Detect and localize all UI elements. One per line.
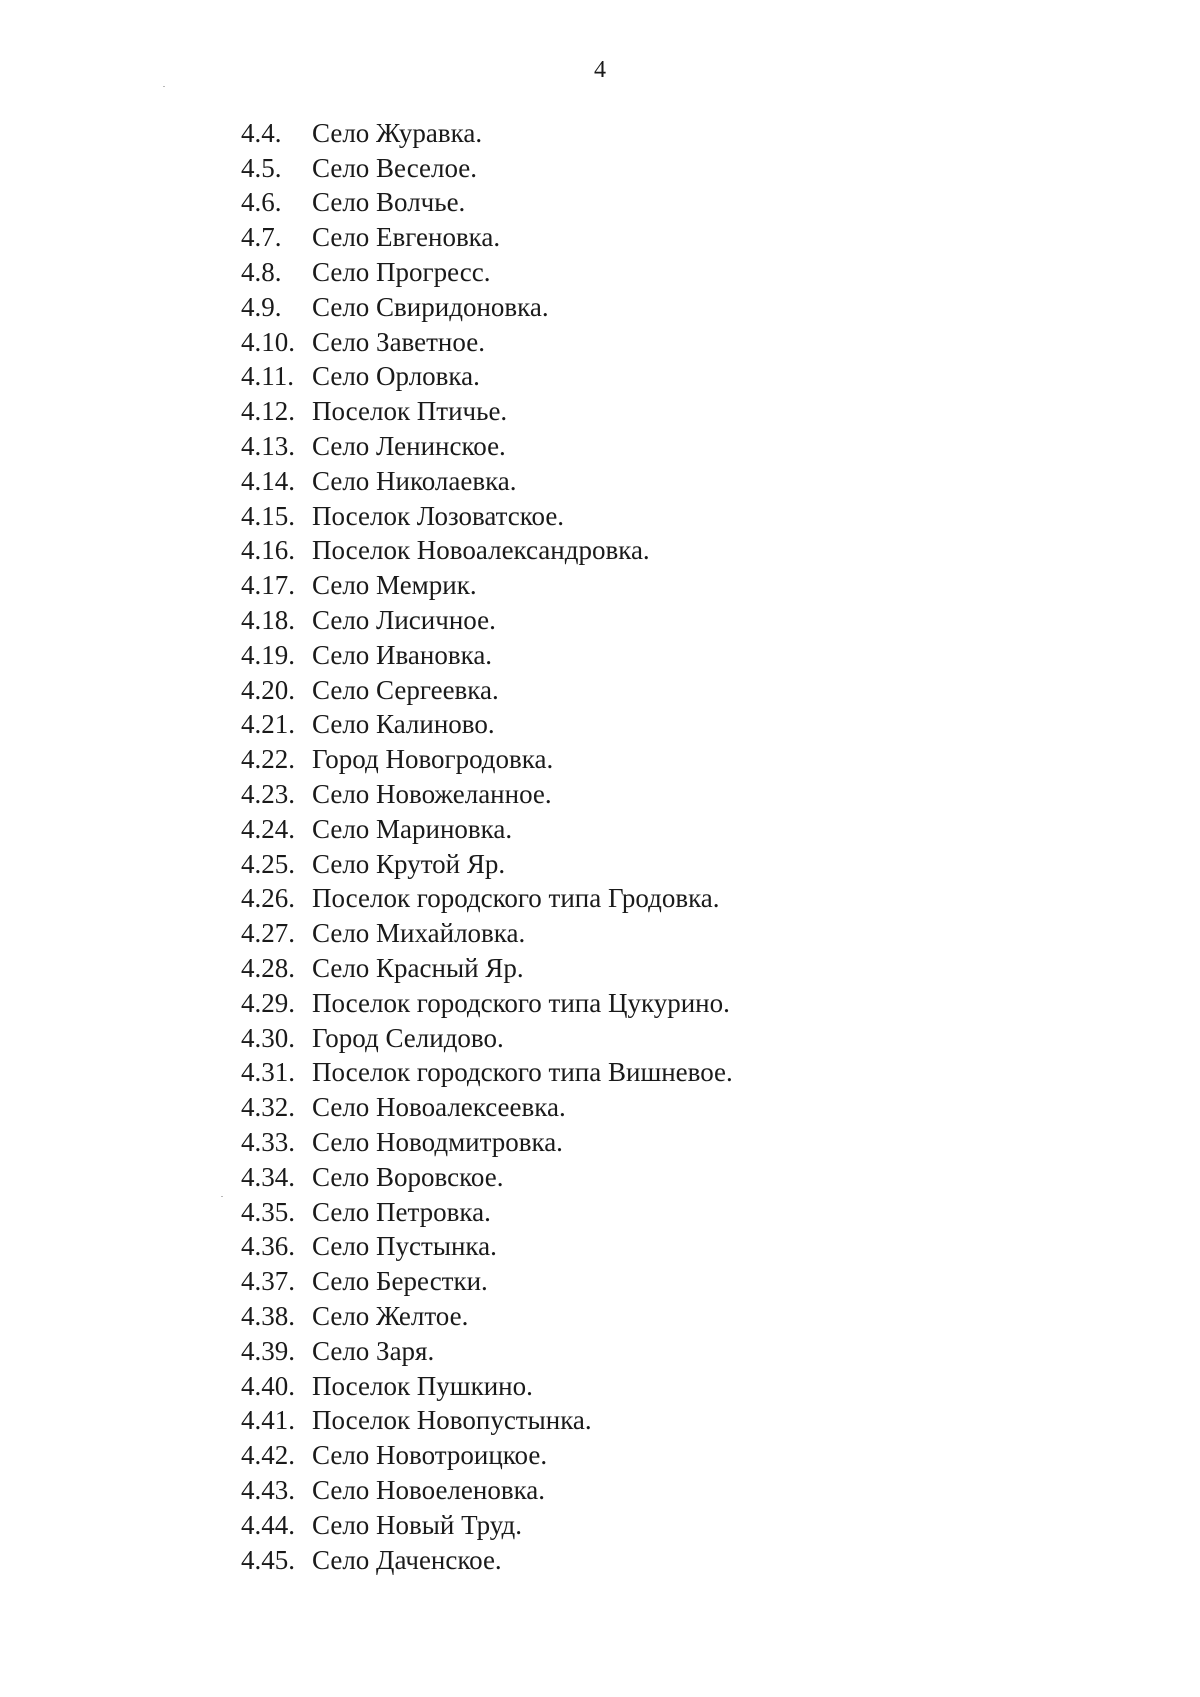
item-number: 4.37. bbox=[241, 1266, 295, 1297]
list-item bbox=[241, 1369, 733, 1404]
item-number: 4.39. bbox=[241, 1335, 295, 1366]
item-text: Поселок Пушкино. bbox=[312, 1370, 533, 1401]
item-text: Село Николаевка. bbox=[312, 465, 517, 496]
item-text: Село Сергеевка. bbox=[312, 674, 499, 705]
list-item bbox=[241, 986, 733, 1021]
item-text: Село Орловка. bbox=[312, 361, 480, 392]
page-number: 4 bbox=[594, 57, 606, 83]
list-item bbox=[241, 1543, 733, 1578]
item-text: Село Мемрик. bbox=[312, 570, 477, 601]
item-text: Село Веселое. bbox=[312, 152, 478, 183]
item-number: 4.21. bbox=[241, 709, 295, 740]
list-item bbox=[241, 360, 733, 395]
list-item bbox=[241, 916, 733, 951]
list-item bbox=[241, 1299, 733, 1334]
list-item bbox=[241, 1160, 733, 1195]
item-number: 4.14. bbox=[241, 465, 295, 496]
item-number: 4.10. bbox=[241, 326, 295, 357]
item-number: 4.29. bbox=[241, 987, 295, 1018]
item-text: Село Красный Яр. bbox=[312, 953, 524, 984]
item-number: 4.19. bbox=[241, 639, 295, 670]
list-item bbox=[241, 882, 733, 917]
scan-speck bbox=[163, 86, 165, 87]
item-number: 4.36. bbox=[241, 1231, 295, 1262]
item-text: Село Прогресс. bbox=[312, 257, 491, 288]
item-number: 4.31. bbox=[241, 1057, 295, 1088]
item-text: Село Новотроицкое. bbox=[312, 1440, 548, 1471]
list-item bbox=[241, 429, 733, 464]
item-number: 4.11. bbox=[241, 361, 294, 392]
item-number: 4.35. bbox=[241, 1196, 295, 1227]
list-item bbox=[241, 464, 733, 499]
item-number: 4.24. bbox=[241, 813, 295, 844]
item-text: Село Ленинское. bbox=[312, 431, 506, 462]
list-item bbox=[241, 1056, 733, 1091]
item-number: 4.22. bbox=[241, 744, 295, 775]
item-number: 4.8. bbox=[241, 257, 282, 288]
list-item bbox=[241, 777, 733, 812]
item-text: Село Свиридоновка. bbox=[312, 291, 549, 322]
item-text: Село Новодмитровка. bbox=[312, 1127, 563, 1157]
list-item bbox=[241, 1125, 733, 1160]
item-number: 4.20. bbox=[241, 674, 295, 705]
item-number: 4.18. bbox=[241, 605, 295, 636]
item-text: Поселок Лозоватское. bbox=[312, 500, 565, 531]
item-text: Село Воровское. bbox=[312, 1161, 504, 1192]
list-item bbox=[241, 499, 733, 534]
list-item bbox=[241, 951, 733, 986]
list-item bbox=[241, 1403, 733, 1438]
item-text: Город Новогродовка. bbox=[312, 744, 554, 775]
item-number: 4.44. bbox=[241, 1509, 295, 1540]
item-text: Город Селидово. bbox=[312, 1022, 504, 1053]
item-text: Село Новый Труд. bbox=[312, 1509, 523, 1540]
list-item bbox=[241, 186, 733, 221]
item-text: Село Ивановка. bbox=[312, 639, 493, 670]
list-item bbox=[241, 1090, 733, 1125]
scan-speck bbox=[221, 1196, 223, 1197]
list-item bbox=[241, 1334, 733, 1369]
settlement-list bbox=[241, 116, 733, 1577]
list-item bbox=[241, 568, 733, 603]
item-text: Поселок городского типа Гродовка. bbox=[312, 883, 720, 914]
item-number: 4.13. bbox=[241, 431, 295, 462]
item-number: 4.30. bbox=[241, 1022, 295, 1053]
item-text: Поселок Новоалександровка. bbox=[312, 535, 650, 566]
item-number: 4.4. bbox=[241, 117, 282, 148]
list-item bbox=[241, 220, 733, 255]
item-text: Село Заветное. bbox=[312, 326, 485, 357]
item-number: 4.17. bbox=[241, 570, 295, 601]
list-item bbox=[241, 1021, 733, 1056]
item-text: Село Желтое. bbox=[312, 1300, 469, 1331]
item-number: 4.45. bbox=[241, 1544, 295, 1575]
item-text: Поселок городского типа Вишневое. bbox=[312, 1057, 733, 1088]
item-number: 4.38. bbox=[241, 1300, 295, 1331]
item-number: 4.33. bbox=[241, 1127, 295, 1157]
list-item bbox=[241, 151, 733, 186]
item-number: 4.15. bbox=[241, 500, 295, 531]
list-item bbox=[241, 116, 733, 151]
list-item bbox=[241, 812, 733, 847]
item-text: Село Даченское. bbox=[312, 1544, 502, 1575]
item-number: 4.27. bbox=[241, 918, 295, 949]
list-item bbox=[241, 290, 733, 325]
list-item bbox=[241, 708, 733, 743]
list-item bbox=[241, 1195, 733, 1230]
list-item bbox=[241, 638, 733, 673]
item-text: Село Лисичное. bbox=[312, 605, 496, 636]
item-text: Село Евгеновка. bbox=[312, 222, 501, 253]
item-text: Село Михайловка. bbox=[312, 918, 526, 949]
item-number: 4.42. bbox=[241, 1440, 295, 1471]
item-text: Поселок Птичье. bbox=[312, 396, 508, 427]
list-item bbox=[241, 673, 733, 708]
list-item bbox=[241, 1473, 733, 1508]
item-number: 4.5. bbox=[241, 152, 282, 183]
list-item bbox=[241, 742, 733, 777]
list-item bbox=[241, 1264, 733, 1299]
list-item bbox=[241, 325, 733, 360]
item-number: 4.43. bbox=[241, 1474, 295, 1505]
item-text: Село Новожеланное. bbox=[312, 779, 552, 810]
item-number: 4.25. bbox=[241, 848, 295, 879]
list-item bbox=[241, 1230, 733, 1265]
item-text: Поселок городского типа Цукурино. bbox=[312, 987, 730, 1018]
item-number: 4.6. bbox=[241, 187, 282, 218]
item-number: 4.12. bbox=[241, 396, 295, 427]
item-text: Село Мариновка. bbox=[312, 813, 513, 844]
item-text: Село Новоалексеевка. bbox=[312, 1092, 566, 1123]
list-item bbox=[241, 255, 733, 290]
list-item bbox=[241, 603, 733, 638]
item-number: 4.41. bbox=[241, 1405, 295, 1436]
item-text: Село Пустынка. bbox=[312, 1231, 497, 1262]
item-number: 4.28. bbox=[241, 953, 295, 984]
item-number: 4.34. bbox=[241, 1161, 295, 1192]
list-item bbox=[241, 1508, 733, 1543]
item-text: Село Журавка. bbox=[312, 117, 483, 148]
item-text: Село Волчье. bbox=[312, 187, 466, 218]
item-number: 4.9. bbox=[241, 291, 282, 322]
list-item bbox=[241, 534, 733, 569]
item-text: Село Калиново. bbox=[312, 709, 495, 740]
item-text: Село Новоеленовка. bbox=[312, 1474, 546, 1505]
item-text: Село Крутой Яр. bbox=[312, 848, 506, 879]
item-number: 4.23. bbox=[241, 779, 295, 810]
list-item bbox=[241, 847, 733, 882]
item-number: 4.26. bbox=[241, 883, 295, 914]
item-number: 4.7. bbox=[241, 222, 282, 253]
item-text: Село Берестки. bbox=[312, 1266, 488, 1297]
item-number: 4.32. bbox=[241, 1092, 295, 1123]
item-number: 4.40. bbox=[241, 1370, 295, 1401]
list-item bbox=[241, 394, 733, 429]
item-text: Село Заря. bbox=[312, 1335, 435, 1366]
list-item bbox=[241, 1438, 733, 1473]
item-number: 4.16. bbox=[241, 535, 295, 566]
item-text: Поселок Новопустынка. bbox=[312, 1405, 592, 1436]
item-text: Село Петровка. bbox=[312, 1196, 491, 1227]
